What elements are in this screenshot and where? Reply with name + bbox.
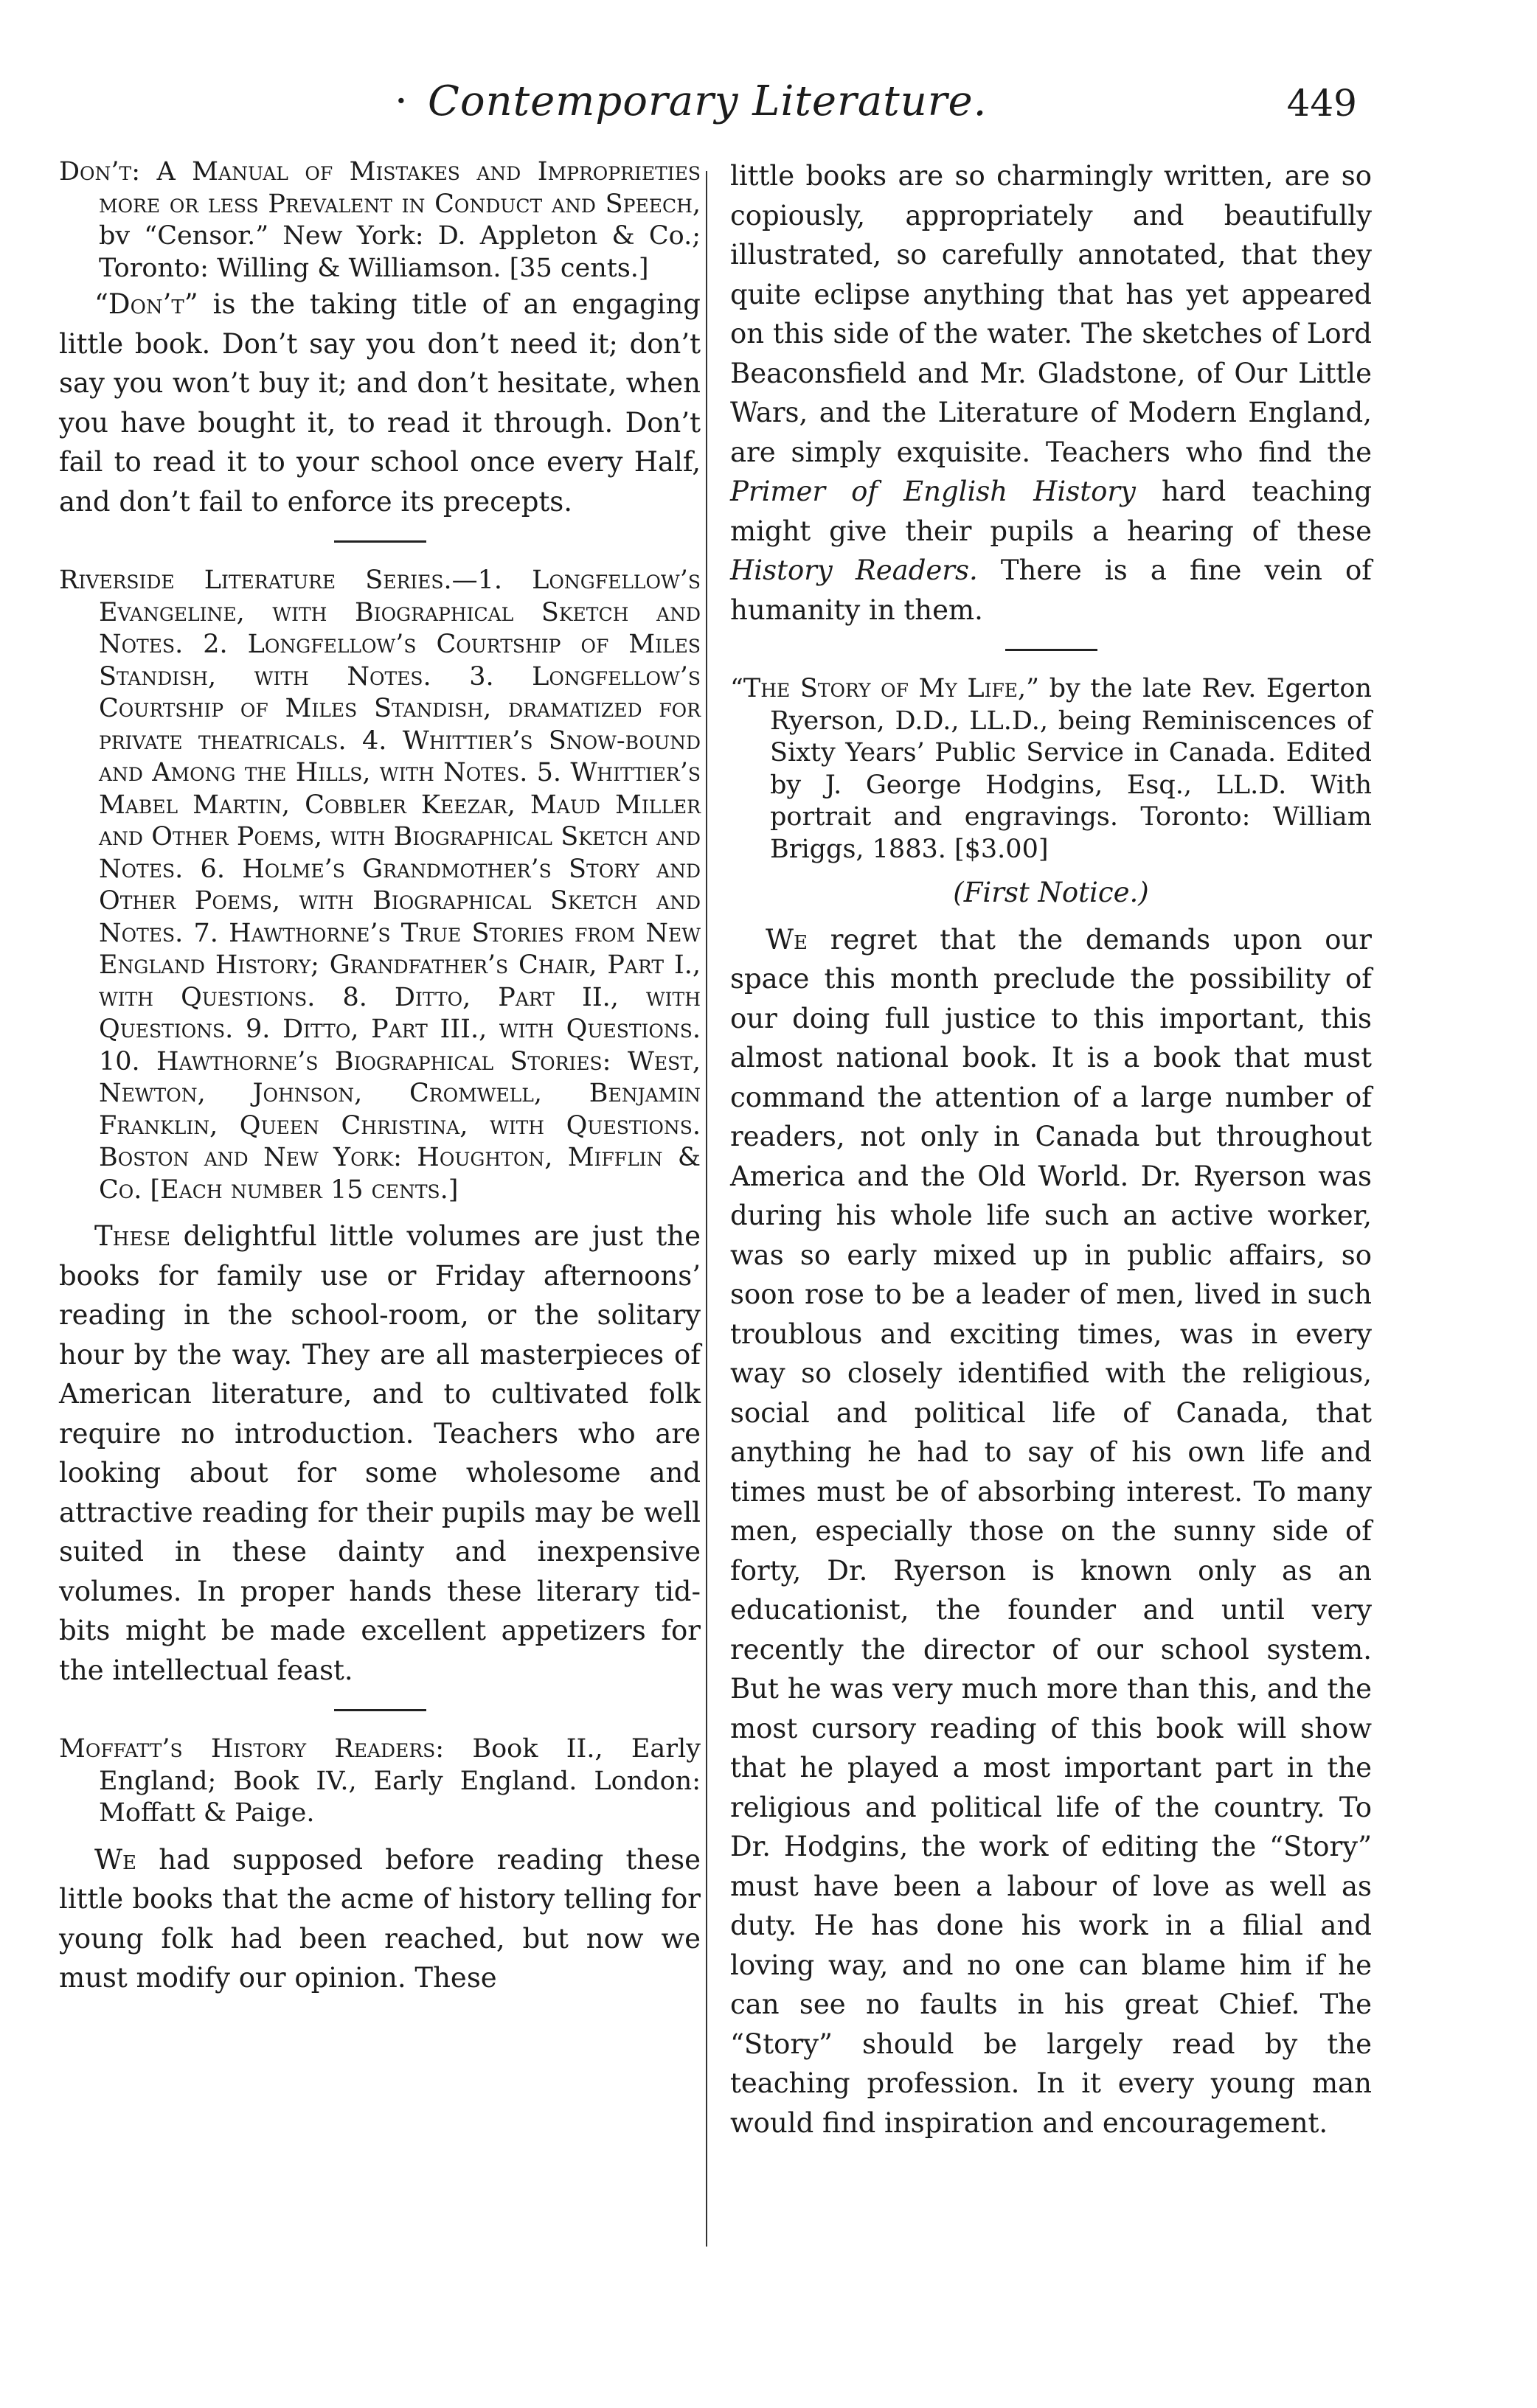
notice-label: (First Notice.) bbox=[953, 877, 1149, 908]
page-header bbox=[59, 70, 1357, 136]
review-lead: These bbox=[94, 1220, 171, 1252]
book-title: Moffatt’s History Readers: bbox=[59, 1734, 445, 1764]
book-citation: by the late Rev. Egerton Ryerson, D.D., LL.D., being Reminiscences of Sixty Years’ Public Service in Canada. Edited by J. George Hodgins, Esq., LL.D. With portrait and engravings. Toronto: William Briggs, 1883. [$3.00] bbox=[770, 674, 1372, 864]
review-ryerson bbox=[730, 920, 1372, 2143]
page-number: 449 bbox=[1286, 82, 1357, 125]
review-text: regret that the demands upon our space this month preclude the possibility of our doing full justice to this important, this almost national book. It is a book that must command the attention of a large number of readers, not only in Canada but throughout America and the Old World. Dr. Ryerson was during his whole life such an active worker, was so early mixed up in public affairs, so soon rose to be a leader of men, lived in such troublous and exciting times, was in every way so closely identified with the religious, social and political life of Canada, that anything he had to say of his own life and times must be of absorbing interest. To many men, especially those on the sunny side of forty, Dr. Ryerson is known only as an educationist, the founder and until very recently the director of our school system. But he was very much more than this, and the most cursory reading of this book will show that he played a most important part in the religious and political life of the country. To Dr. Hodgins, the work of editing the “Story” must have been a labour of love as well as duty. He has done his work in a filial and loving way, and no one can blame him if he can see no faults in his great Chief. The “Story” should be largely read by the teaching profession. In it every young man would find inspiration and encouragement. bbox=[730, 923, 1372, 2139]
italic-title: History Readers. bbox=[730, 554, 978, 586]
review-moffatt-continued bbox=[730, 156, 1372, 630]
review-lead: We bbox=[94, 1843, 137, 1876]
column-divider bbox=[706, 171, 707, 2247]
book-citation: —1. Longfellow’s Evangeline, with Biographical Sketch and Notes. 2. Longfellow’s Courtship of Miles Standish, with Notes. 3. Longfellow’s Courtship of Miles Standish, dramatized for private theatricals. 4. Whittier’s Snow-bound and Among the Hills, with Notes. 5. Whittier’s Mabel Martin, Cobbler Keezar, Maud Miller and Other Poems, with Biographical Sketch and Notes. 6. Holme’s Grandmother’s Story and Other Poems, with Biographical Sketch and Notes. 7. Hawthorne’s True Stories from New England History; Grandfather’s Chair, Part I., with Questions. 8. Ditto, Part II., with Questions. 9. Ditto, Part III., with Questions. 10. Hawthorne’s Biographical Stories: West, Newton, Johnson, Cromwell, Benjamin Franklin, Queen Christina, with Questions. Boston and New York: Houghton, Mifflin & Co. [Each number 15 cents.] bbox=[99, 566, 701, 1205]
book-entry-moffatt bbox=[59, 1733, 701, 1830]
book-title: “The Story of My Life,” bbox=[730, 674, 1040, 703]
review-riverside bbox=[59, 1217, 701, 1690]
book-entry-dont bbox=[59, 156, 701, 285]
review-text: had supposed before reading these little books that the acme of history telling for young folk had been reached, but now we must modify our opinion. These bbox=[59, 1843, 701, 1994]
review-text: is the taking title of an engaging little book. Don’t say you don’t need it; don’t say you won’t buy it; and don’t hesitate, when you have bought it, to read it through. Don’t fail to read it to your school once every Half, and don’t fail to enforce its precepts. bbox=[59, 288, 701, 518]
header-dot: · bbox=[395, 77, 408, 125]
left-column bbox=[59, 156, 701, 1998]
book-title: Don’t: A Manual of Mistakes and Improprieties more or less Prevalent in Conduct and Speech, bbox=[59, 157, 701, 219]
section-separator bbox=[334, 540, 426, 543]
review-dont bbox=[59, 285, 701, 521]
book-entry-riverside bbox=[59, 565, 701, 1206]
review-lead: We bbox=[766, 923, 808, 956]
book-entry-ryerson bbox=[730, 673, 1372, 866]
italic-title: Primer of English History bbox=[730, 476, 1136, 507]
right-column bbox=[730, 156, 1372, 2143]
running-title: Contemporary Literature. bbox=[428, 77, 988, 125]
review-moffatt bbox=[59, 1840, 701, 1998]
review-text: little books are so charmingly written, are so copiously, appropriately and beautifully illustrated, so carefully annotated, that they quite eclipse anything that has yet appeared on this side of the water. The sketches of Lord Beaconsfield and Mr. Gladstone, of Our Little Wars, and the Literature of Modern England, are simply exquisite. Teachers who find the bbox=[730, 160, 1372, 468]
section-separator bbox=[334, 1709, 426, 1711]
review-lead: “Don’t” bbox=[94, 288, 198, 320]
book-citation: Book II., Early England; Book IV., Early England. London: Moffatt & Paige. bbox=[99, 1734, 701, 1828]
book-title: Riverside Literature Series. bbox=[59, 566, 452, 595]
section-separator bbox=[1005, 649, 1097, 651]
review-text: delightful little volumes are just the books for family use or Friday afternoons’ reading in the school-room, or the solitary hour by the way. They are all masterpieces of American literature, and to cultivated folk require no introduction. Teachers who are looking about for some wholesome and attractive reading for their pupils may be well suited in these dainty and inexpensive volumes. In proper hands these literary tid-bits might be made excellent appetizers for the intellectual feast. bbox=[59, 1220, 701, 1686]
book-citation: bv “Censor.” New York: D. Appleton & Co.; Toronto: Willing & Williamson. [35 cents.] bbox=[99, 221, 701, 283]
review-text: hard teaching might give their pupils a hearing of these bbox=[730, 476, 1373, 547]
review-text: There is a fine vein of humanity in them. bbox=[730, 554, 1372, 626]
